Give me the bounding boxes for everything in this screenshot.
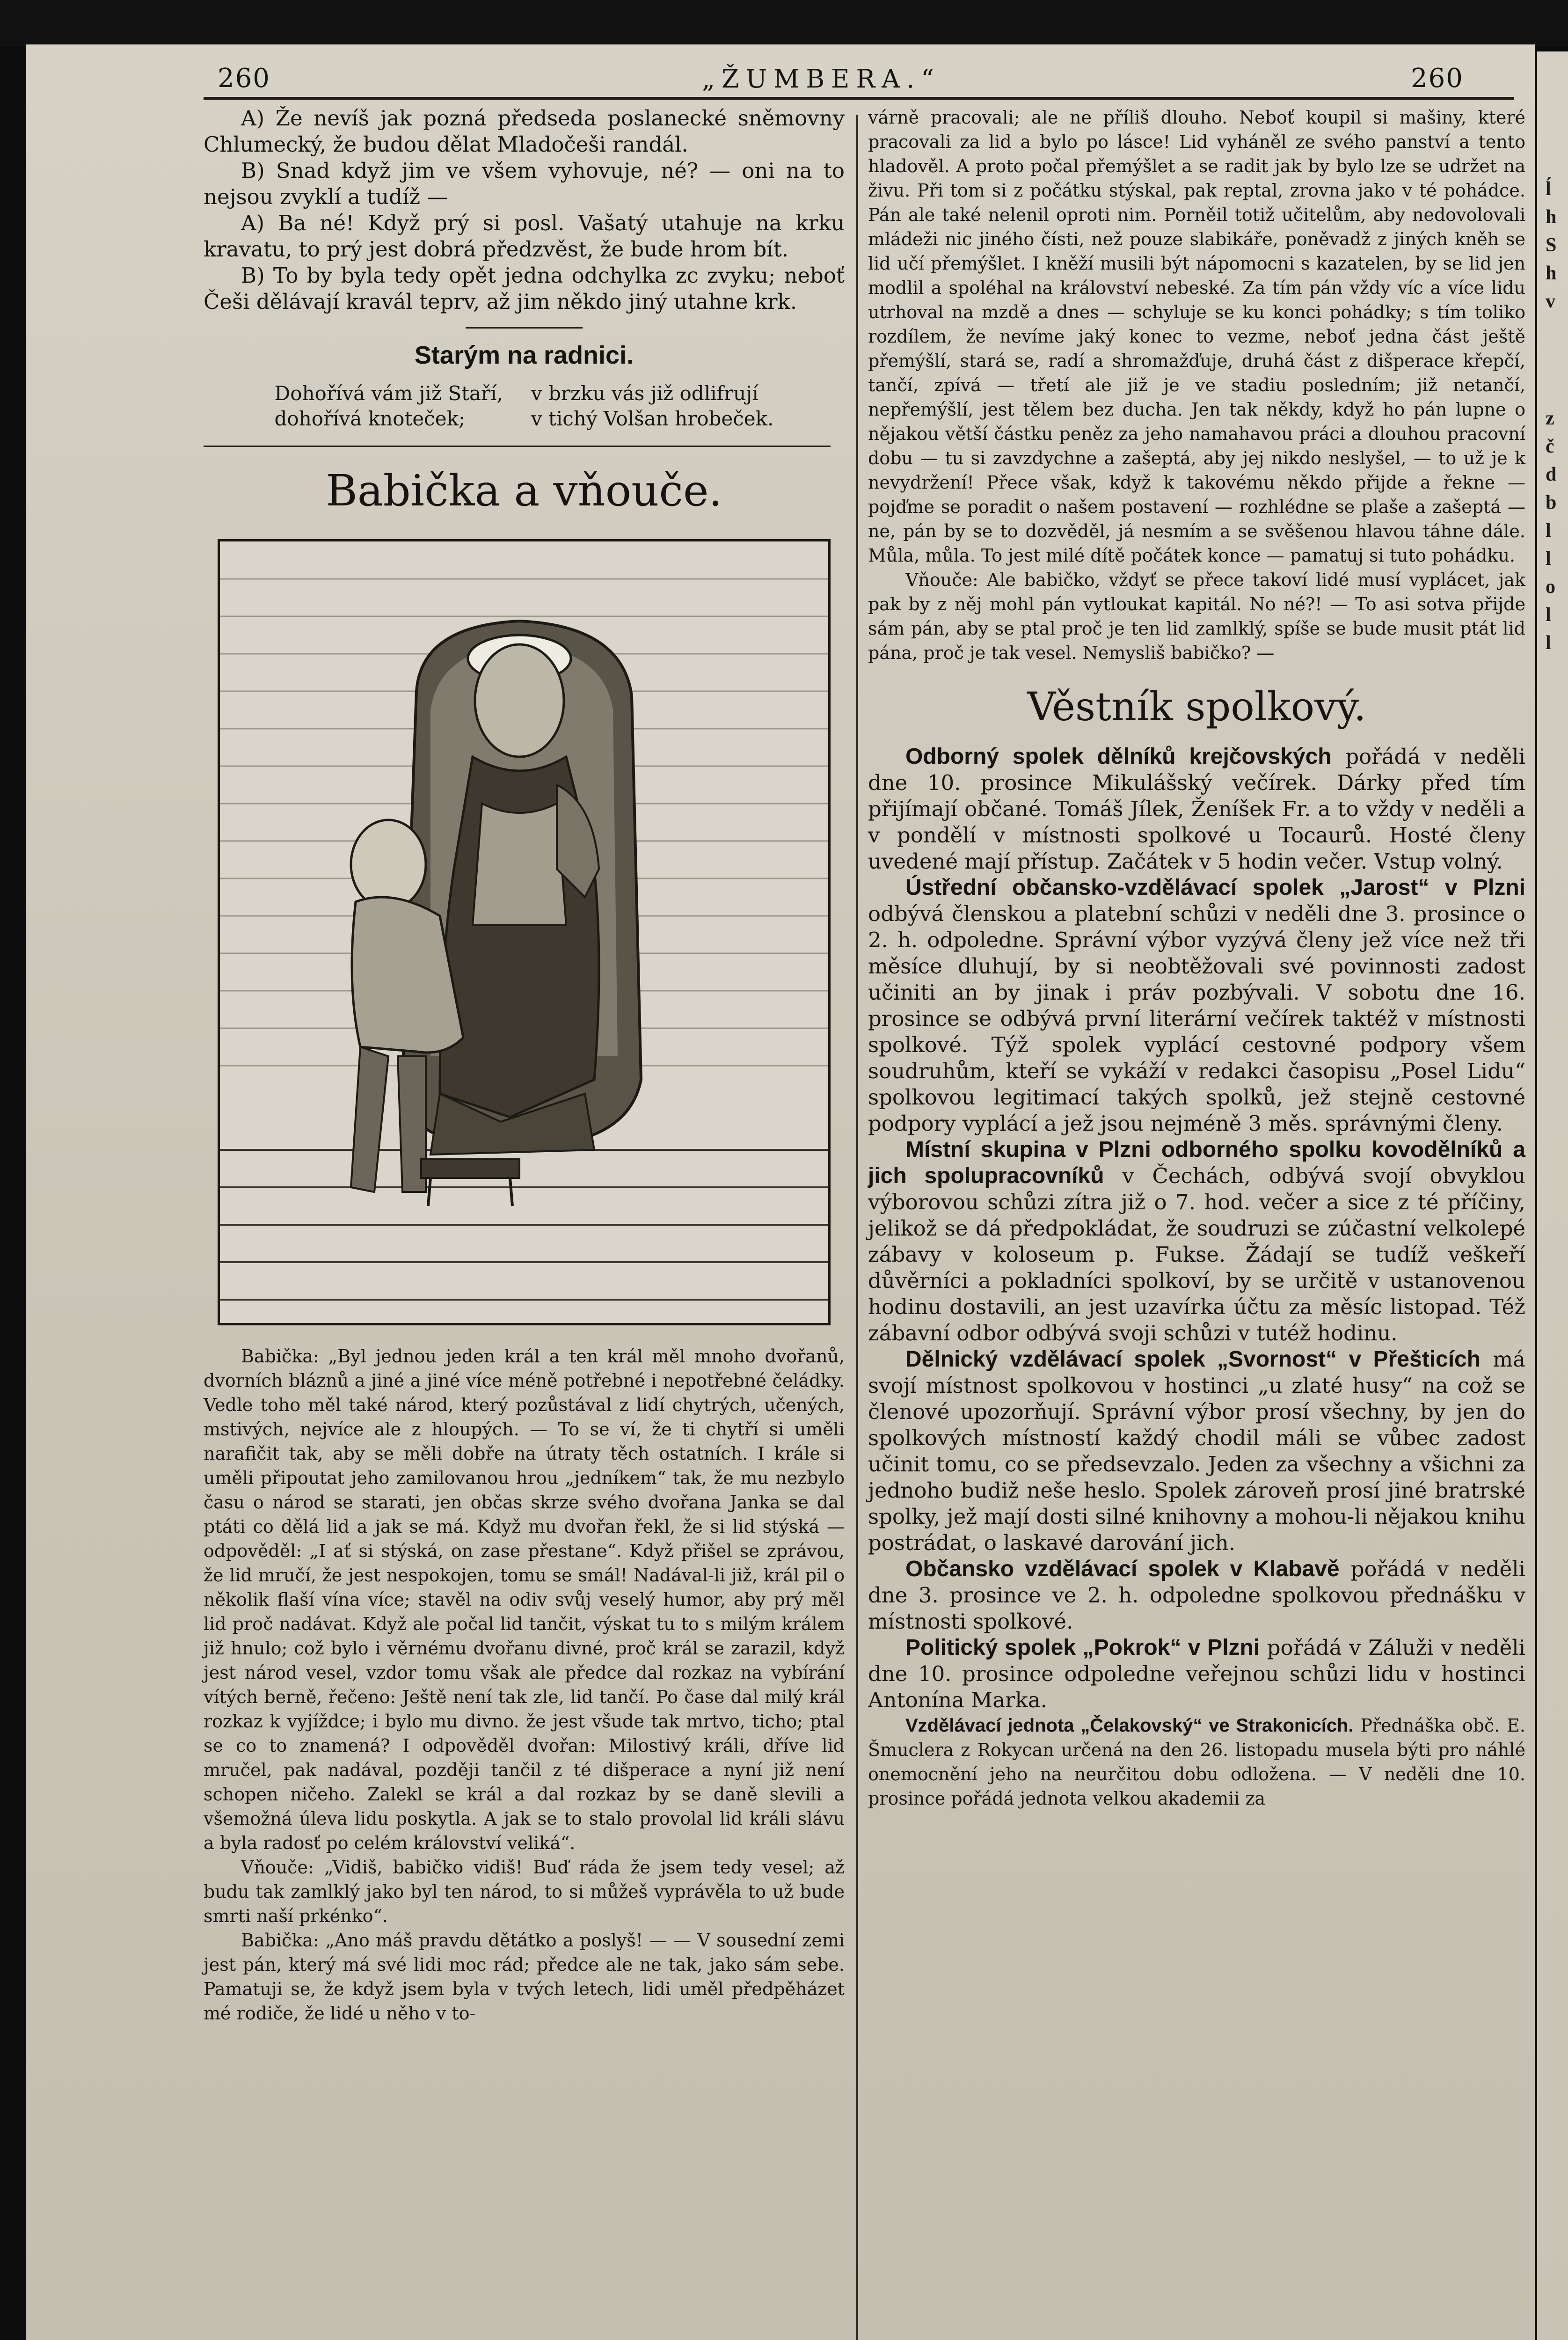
notice-item [868,875,1525,1137]
edge-char: d [1546,464,1557,485]
poem-column [275,381,503,431]
edge-char: b [1546,492,1557,513]
poem-line: Dohořívá vám již Staří, [274,382,503,405]
poem-line: v brzku vás již odlifrují [531,382,758,405]
notice-head: Místní skupina v Plzni odborného spolku kovodělníků a jich spolupracovníků [868,1137,1525,1188]
header-rule [204,97,1514,100]
edge-char: h [1546,263,1557,284]
dialog-line: B) To by byla tedy opět jedna odchylka zc zvyku; neboť Češi dělávají kravál teprv, až jim někdo jiný utahne krk. [204,263,845,314]
notice-text: má svojí místnost spolkovou v hostinci „u zlaté husy“ na což se členové upozorňují. Správní výbor prosí všechny, by jen do spolkových místností každý chodil máli se vůbec zadost učinit tomu, co se předsevzalo. Jeden za všechny a všichni za jednoho budiž neše heslo. Spolek zároveň prosí jiné bratrské spolky, jež mají dosti silné knihovny a mohou-li nějakou knihu postrádat, o laskavé darování jich. [868,1347,1525,1555]
notice-item [868,1137,1525,1346]
story-title: Babička a vňouče. [326,466,722,516]
notice-item [868,1635,1525,1713]
edge-char: č [1546,436,1554,457]
separator [466,327,583,329]
notice-head: Občansko vzdělávací spolek v Klabavě [905,1557,1340,1581]
notice-head: Odborný spolek dělníků krejčovských [905,744,1332,769]
notice-item [868,1556,1525,1635]
poem-line: dohořívá knoteček; [274,407,466,430]
notice-text: odbývá členskou a platební schůzi v neděli dne 3. prosince o 2. h. odpoledne. Správní výbor vyzývá členy jež více než tři měsíce dluhují, by si neobtěžovali své povinnosti zadost učiniti an by jinak i práv pozbývali. V sobotu dne 16. prosince se odbývá první literární večírek taktéž v místnosti spolkové. Týž spolek vyplácí cestovné podpory všem soudruhům, kteří se vykáží v redakci časopisu „Posel Lidu“ spolkovou legitimací takých spolků, jež stejně cestovné podpory vyplácí a jež jsou nejméně 3 měs. správnými členy. [868,901,1525,1136]
notice-text: v Čechách, odbývá svojí obvyklou výborovou schůzi zítra již o 7. hod. večer a sice z té příčiny, jelikož se dá předpokládat, že soudruzi se zúčastní velkolepé zábavy v koloseum p. Fukse. Žádají se tudíž veškeří důvěrníci a pokladníci spolkoví, by se určitě v ustanovenou hodinu dostavili, an jest uzavírka účtu za měsíc listopad. Též zábavní odbor odbývá svoji schůzi v tutéž hodinu. [868,1163,1525,1346]
notice-text: pořádá v neděli dne 3. prosince ve 2. h. odpoledne spolkovou přednášku v místnosti spolkové. [868,1557,1525,1634]
notice-head: Politický spolek „Pokrok“ v Plzni [905,1635,1260,1660]
engraving-illustration [218,539,831,1325]
separator [204,446,831,447]
notice-head: Vzdělávací jednota „Čelakovský“ ve Strakonicích. [905,1715,1354,1736]
poem-line: v tichý Volšan hrobeček. [531,407,774,430]
newspaper-page [26,44,1535,2340]
section-title: Věstník spolkový. [1027,684,1366,730]
story-paragraph: Babička: „Ano máš pravdu dětátko a poslyš! — — V sousední zemi jest pán, který má své lidi moc rád; předce ale ne tak, jako sám sebe. Pamatuji se, že když jsem byla v tvých letech, lidi uměl předpěházet mé rodiče, že lidé u něho v to- [204,1930,845,2024]
notice-item [868,1346,1525,1556]
story-paragraph: Vňouče: Ale babičko, vždyť se přece takoví lidé musí vyplácet, jak pak by z něj mohl pán vytloukat kapitál. No né?! — To asi sotva přijde sám pán, aby se ptal proč je ten lid zamlklý, spíše se bude musit ptát lid pána, proč je tak vesel. Nemysliš babičko? — [868,570,1525,663]
scan-background [0,0,1568,47]
edge-char: h [1546,206,1557,228]
left-column [204,105,845,2026]
grandmother-and-child-engraving [220,541,828,1323]
notice-item [868,744,1525,875]
edge-char: z [1546,408,1554,429]
page-number-right: 260 [1411,63,1464,94]
page-header [26,44,1535,101]
notice-item [868,1713,1525,1811]
notice-text: Přednáška obč. E. Šmuclera z Rokycan určená na den 26. listopadu musela býti pro náhlé onemocnění jeho na neurčitou dobu odložena. — V neděli dne 10. prosince pořádá jednota velkou akademii za [868,1715,1525,1809]
story-paragraph: Vňouče: „Vidiš, babičko vidiš! Buď ráda že jsem tedy vesel; až budu tak zamlklý jako byl ten národ, to si můžeš vyprávěla to už bude smrti naší prkénko“. [204,1857,845,1926]
dialog-line: A) Že nevíš jak pozná předseda poslanecké sněmovny Chlumecký, že budou dělat Mladočeši randál. [204,106,845,157]
page-number-left: 260 [218,63,270,94]
edge-char: ĺ [1546,178,1551,200]
dialog-line: A) Ba né! Když prý si posl. Vašatý utahuje na krku kravatu, to prý jest dobrá předzvěst, že bude hrom bít. [204,211,845,262]
notice-head: Ústřední občansko-vzdělávací spolek „Jarost“ v Plzni [905,875,1525,900]
edge-char: v [1546,291,1555,312]
edge-char: l [1546,520,1551,541]
notice-head: Dělnický vzdělávací spolek „Svornost“ v Přešticích [905,1347,1481,1372]
edge-char: S [1546,234,1557,256]
notice-text: pořádá v neděli dne 10. prosince Mikulášský večírek. Dárky před tím přijímají občané. Tomáš Jílek, Ženíšek Fr. a to vždy v neděli a v pondělí v místnosti spolkové u Tocaurů. Hosté členy uvedené mají přístup. Začátek v 5 hodin večer. Vstup volný. [868,744,1525,874]
edge-char: o [1546,576,1555,598]
poem [204,381,845,431]
story-paragraph: várně pracovali; ale ne příliš dlouho. Neboť koupil si mašiny, které pracovali za lid a bylo po lásce! Lid vyháněl ze svého panství a tento hladověl. A proto počal přemýšlet a se radit jak by bylo lze se udržet na živu. Při tom si z počátku stýskal, pak reptal, zrovna jako v té pohádce. Pán ale také nelenil oproti nim. Porněil totiž učitelům, aby nedovolovali mládeži nic jiného čísti, než pouze slabikáře, poněvadž z jiných kněh se lid učí přemýšlet. I kněží musili být nápomocni s kazatelen, by se lid jen modlil a spoléhal na království nebeské. Za tím pán vždy víc a více lidu utrhoval na mzdě a dnes — schyluje se ku konci pohádky; s tím toliko rozdílem, že nevíme jaký konec to vezme, neboť jedna část ještě přemýšlí, stará se, radí a shromažďuje, druhá část z dišperace křepčí, tančí, zpívá — třetí ale již je ve stadiu posledním; již netančí, nepřemýšlí, jest tělem bez ducha. Jen tak někdy, když ho pán lupne o nějakou větší částku peněz za jeho namahavou práci a dlouhou pracovní dobu — tu si zavzdychne a zašeptá, aby jej nikdo neslyšel, — to už je k nevydržení! Přece však, když k takovému někdo přijde a řekne — pojďme se poradit o našem postavení — rozhlédne se plaše a zašeptá — ne, pán by se to dozvěděl, já nesmím a se svěšenou hlavou táhne dále. Můla, můla. To jest milé dítě počátek konce — pamatuj si tuto pohádku. [868,107,1525,566]
edge-char: l [1546,604,1551,626]
edge-char: l [1546,548,1551,570]
journal-title: „ŽUMBERA.“ [702,64,941,94]
column-divider [856,115,858,2340]
right-column [868,105,1525,1811]
story-paragraph: Babička: „Byl jednou jeden král a ten král měl mnoho dvořanů, dvorních bláznů a jiné a jiné více méně potřebné i nepotřebné čeládky. Vedle toho měl také národ, který pozůstával z lidí chytrých, učených, mstivých, nejvíce ale z hloupých. — To se ví, že ti chytří si uměli narafičit tak, aby se měli dobře na útraty těch ostatních. I krále si uměli připoutat jeho zamilovanou hrou „jedníkem“ tak, že mu nezbylo času o národ se starati, jen občas skrze svého dvořana Janka se dal ptáti co dělá lid a jak se má. Když mu dvořan řekl, že si lid stýská — odpověděl: „I ať si stýská, on zase přestane“. Když přišel se zprávou, že lid mručí, že jest nespokojen, tomu se smál! Nadával-li již, král pil o několik flaší vína více; stavěl na odiv svůj veselý humor, aby prý měl lid proč nadávat. Když ale počal lid tančit, výskat tu to s milým králem již hnulo; což bylo i věrnému dvořanu divné, proč král se zarazil, když jest národ vesel, vzdor tomu však ale předce dal rozkaz na vybírání vítých berně, řečeno: Ještě není tak zle, lid tančí. Po čase dal milý král rozkaz k vyjíždce; i bylo mu divno. že jest všude tak mrtvo, ticho; ptal se co to znamená? I odpověděl dvořan: Milostivý králi, dříve lid mručel, pak nadával, později tančil z té dišperace a nyní již není schopen ničeho. Zalekl se král a dal rozkaz by se daně slevili a všemožná úleva lidu poskytla. A jak se to stalo provolal lid králi slávu a byla radosť po celém království veliká“. [204,1346,845,1853]
notice-text: pořádá v Záluži v neděli dne 10. prosince odpoledne veřejnou schůzi lidu v hostinci Antonína Marka. [868,1635,1526,1712]
poem-column [531,381,774,431]
poem-title: Starým na radnici. [414,341,634,369]
next-page-edge [1537,51,1568,2340]
dialog-line: B) Snad když jim ve všem vyhovuje, né? — oni na to nejsou zvyklí a tudíž — [204,158,845,209]
edge-char: l [1546,632,1551,654]
